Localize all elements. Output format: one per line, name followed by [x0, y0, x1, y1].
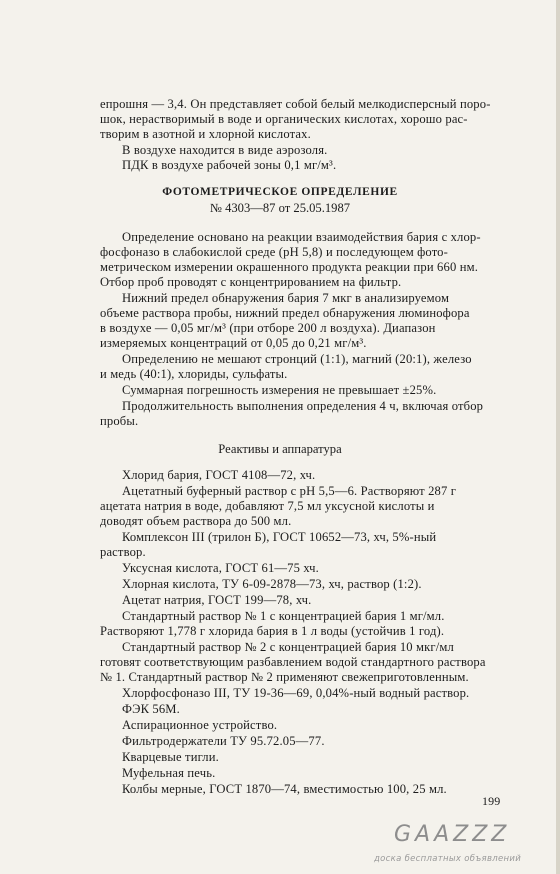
method-line: объеме раствора пробы, нижний предел обнаружения люминофора: [100, 306, 470, 320]
reagent-line: Колбы мерные, ГОСТ 1870—74, вместимостью 100, 25 мл.: [122, 782, 447, 796]
reagent-line: Муфельная печь.: [122, 766, 216, 780]
page-number: 199: [482, 794, 501, 808]
reagent-line: Хлорид бария, ГОСТ 4108—72, хч.: [122, 468, 316, 482]
reagent-line: Комплексон III (трилон Б), ГОСТ 10652—73, хч, 5%-ный: [122, 530, 437, 544]
intro-line: ПДК в воздухе рабочей зоны 0,1 мг/м³.: [122, 158, 337, 172]
reagent-line: Аспирационное устройство.: [122, 718, 278, 732]
intro-line: творим в азотной и хлорной кислотах.: [100, 127, 311, 141]
intro-line: В воздухе находится в виде аэрозоля.: [122, 143, 328, 157]
method-line: и медь (40:1), хлориды, сульфаты.: [100, 367, 288, 381]
reagent-line: № 1. Стандартный раствор № 2 применяют свежеприготовленным.: [100, 670, 469, 684]
method-line: Суммарная погрешность измерения не превышает ±25%.: [122, 383, 437, 397]
method-line: Определению не мешают стронций (1:1), магний (20:1), железо: [122, 352, 472, 366]
reagent-line: Стандартный раствор № 2 с концентрацией бария 10 мкг/мл: [122, 640, 454, 654]
intro-line: епрошня — 3,4. Он представляет собой белый мелкодисперсный поро-: [100, 97, 491, 111]
reagent-line: Фильтродержатели ТУ 95.72.05—77.: [122, 734, 325, 748]
method-line: Нижний предел обнаружения бария 7 мкг в анализируемом: [122, 291, 450, 305]
method-line: метрическом измерении окрашенного продукта реакции при 660 нм.: [100, 260, 479, 274]
method-line: Отбор проб проводят с концентрированием на фильтр.: [100, 275, 402, 289]
reagent-line: Растворяют 1,778 г хлорида бария в 1 л воды (устойчив 1 год).: [100, 624, 445, 638]
reagent-line: ФЭК 56М.: [122, 702, 180, 716]
method-line: в воздухе — 0,05 мг/м³ (при отборе 200 л воздуха). Диапазон: [100, 321, 436, 335]
reagent-line: Хлорная кислота, ТУ 6-09-2878—73, хч, раствор (1:2).: [122, 577, 422, 591]
reagent-line: готовят соответствующим разбавлением водой стандартного раствора: [100, 655, 486, 669]
section-title: ФОТОМЕТРИЧЕСКОЕ ОПРЕДЕЛЕНИЕ: [162, 186, 398, 198]
watermark-tagline: доска бесплатных объявлений: [374, 854, 522, 864]
section-number: № 4303—87 от 25.05.1987: [209, 201, 351, 215]
reagent-line: Стандартный раствор № 1 с концентрацией бария 1 мг/мл.: [122, 609, 445, 623]
reagent-line: Ацетат натрия, ГОСТ 199—78, хч.: [122, 593, 312, 607]
reagent-line: Кварцевые тигли.: [122, 750, 219, 764]
reagent-line: ацетата натрия в воде, добавляют 7,5 мл уксусной кислоты и: [100, 499, 435, 513]
method-line: измеряемых концентраций от 0,05 до 0,21 мг/м³.: [100, 336, 367, 350]
intro-line: шок, нерастворимый в воде и органических кислотах, хорошо рас-: [100, 112, 468, 126]
page-edge-shadow: [556, 0, 560, 874]
reagent-line: Хлорфосфоназо III, ТУ 19-36—69, 0,04%-ный водный раствор.: [122, 686, 470, 700]
reagent-line: раствор.: [100, 545, 146, 559]
reagent-line: доводят объем раствора до 500 мл.: [100, 514, 292, 528]
method-line: Продолжительность выполнения определения 4 ч, включая отбор: [122, 399, 484, 413]
method-line: пробы.: [100, 414, 139, 428]
reagent-line: Уксусная кислота, ГОСТ 61—75 хч.: [122, 561, 319, 575]
method-line: Определение основано на реакции взаимодействия бария с хлор-: [122, 230, 481, 244]
method-line: фосфоназо в слабокислой среде (pH 5,8) и последующем фото-: [100, 245, 448, 259]
watermark-logo: GAAZZZ: [394, 822, 511, 847]
reagent-line: Ацетатный буферный раствор с pH 5,5—6. Растворяют 287 г: [122, 484, 457, 498]
reagents-heading: Реактивы и аппаратура: [218, 442, 342, 456]
